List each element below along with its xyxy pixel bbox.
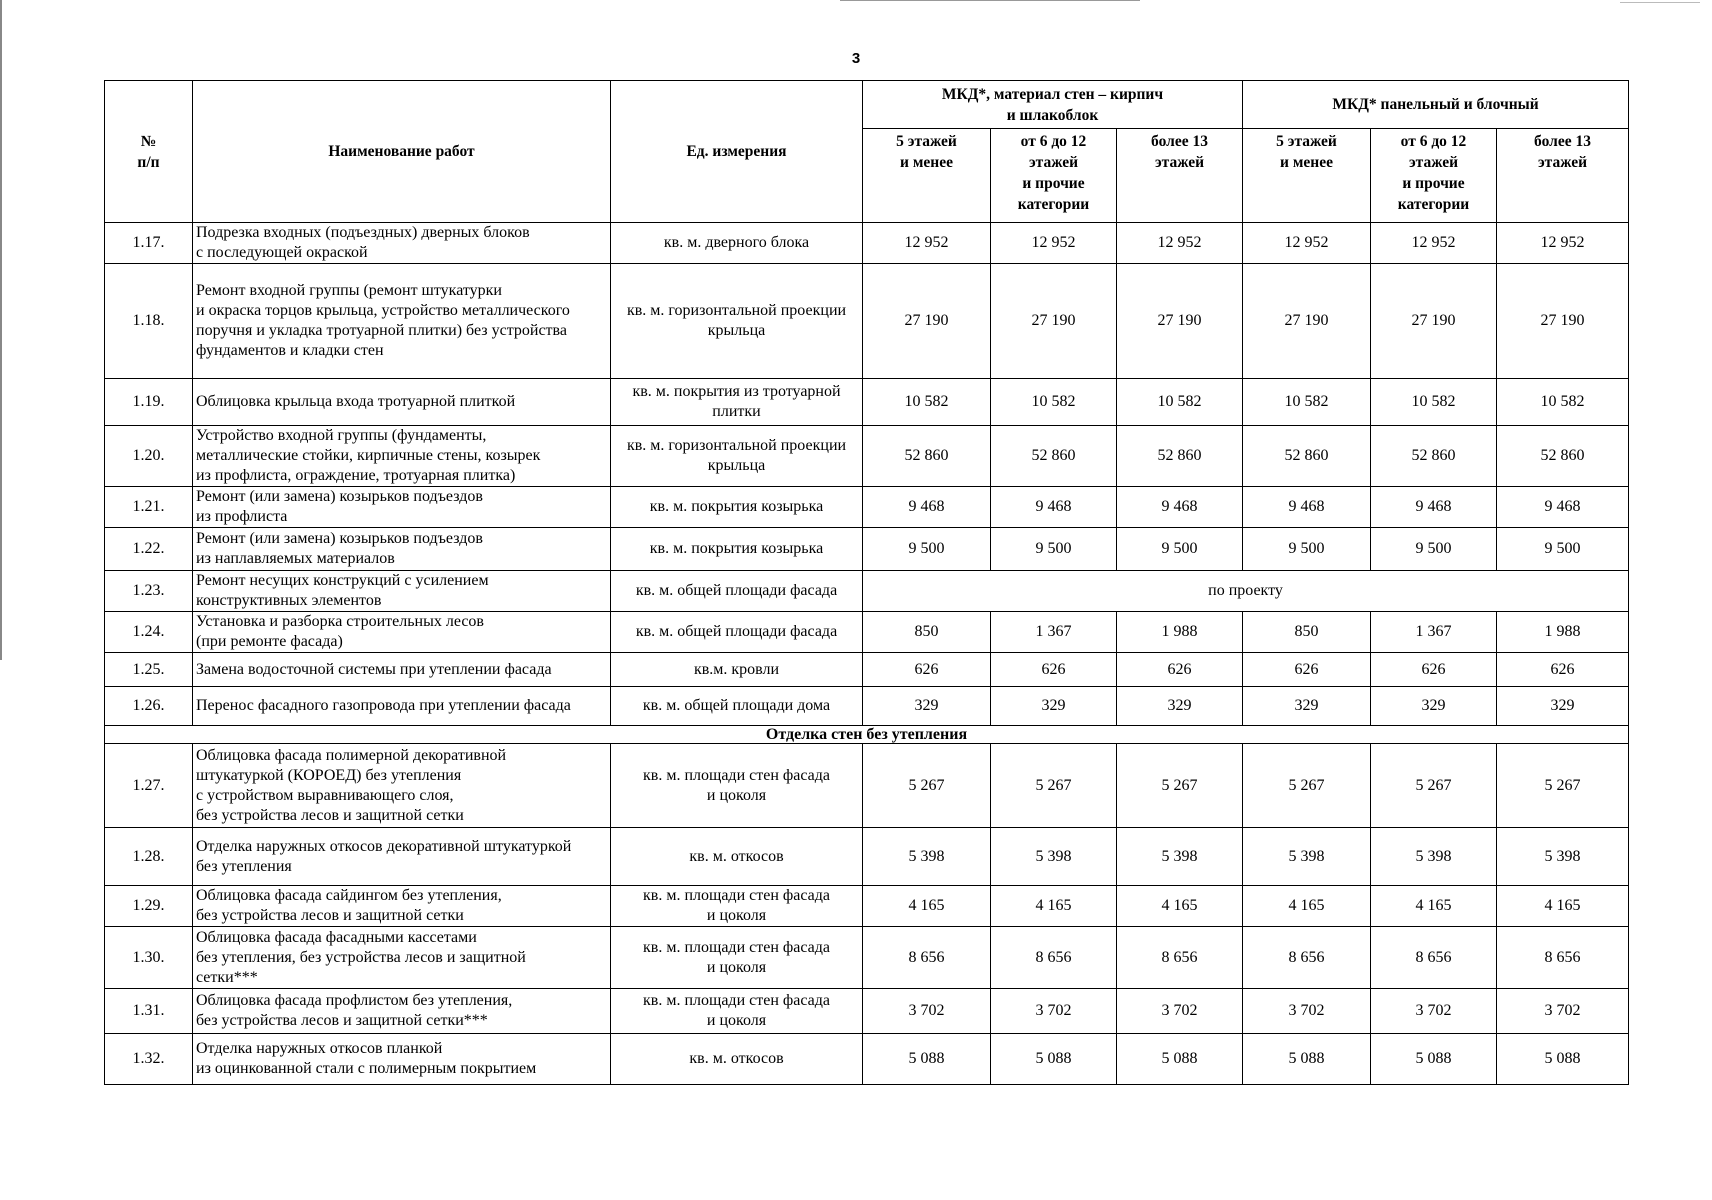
unit-of-measure	[611, 828, 863, 886]
table-row	[105, 886, 1629, 927]
work-name-line: из профлиста	[196, 508, 288, 525]
table-row	[105, 571, 1629, 612]
work-name-line: и окраска торцов крыльца, устройство металлического	[196, 302, 570, 319]
cost-value: 10 582	[1497, 379, 1629, 426]
cost-value: 9 468	[1371, 487, 1497, 528]
cost-value: 27 190	[991, 264, 1117, 379]
cost-value: 8 656	[991, 927, 1117, 989]
header-floors-line: более 13	[1151, 133, 1208, 150]
header-floors-3	[1243, 129, 1371, 223]
header-floors-line: и прочие	[1022, 175, 1085, 192]
work-name-line: Устройство входной группы (фундаменты,	[196, 427, 487, 444]
table-row	[105, 653, 1629, 687]
cost-table	[104, 80, 1629, 1085]
table-row	[105, 379, 1629, 426]
unit-of-measure	[611, 744, 863, 828]
work-name	[193, 379, 611, 426]
cost-value: 9 468	[1117, 487, 1243, 528]
table-row	[105, 744, 1629, 828]
table-row	[105, 426, 1629, 487]
work-name	[193, 989, 611, 1034]
unit-line: кв. м. покрытия из тротуарной	[632, 383, 841, 400]
header-floors-line: более 13	[1534, 133, 1591, 150]
unit-line: кв. м. горизонтальной проекции	[626, 437, 847, 454]
row-number: 1.18.	[105, 264, 193, 379]
unit-line: кв. м. площади стен фасада	[643, 887, 830, 904]
table-row	[105, 528, 1629, 571]
scan-artifact-left	[0, 0, 2, 660]
work-name-line: Ремонт несущих конструкций с усилением	[196, 572, 489, 589]
work-name-line: с устройством выравнивающего слоя,	[196, 786, 454, 804]
work-name	[193, 828, 611, 886]
cost-value: 329	[991, 687, 1117, 726]
unit-of-measure	[611, 571, 863, 612]
work-name-line: Облицовка фасада полимерной декоративной	[196, 746, 507, 764]
row-number: 1.31.	[105, 989, 193, 1034]
unit-of-measure	[611, 487, 863, 528]
cost-value: 27 190	[1371, 264, 1497, 379]
cost-value: 329	[1243, 687, 1371, 726]
row-number: 1.28.	[105, 828, 193, 886]
work-name	[193, 1034, 611, 1085]
cost-value: 9 468	[1243, 487, 1371, 528]
unit-line: крыльца	[707, 457, 766, 474]
cost-value: 10 582	[991, 379, 1117, 426]
header-floors-2	[1117, 129, 1243, 223]
cost-value: 5 088	[1497, 1034, 1629, 1085]
table-row	[105, 927, 1629, 989]
work-name	[193, 571, 611, 612]
table-row	[105, 989, 1629, 1034]
cost-value: 626	[1117, 653, 1243, 687]
work-name-line: Подрезка входных (подъездных) дверных блоков	[196, 224, 530, 241]
header-floors-line: 5 этажей	[896, 133, 957, 150]
work-name-line: без устройства лесов и защитной сетки	[196, 806, 464, 824]
cost-value: 3 702	[1497, 989, 1629, 1034]
unit-of-measure	[611, 612, 863, 653]
header-floors-1	[991, 129, 1117, 223]
header-floors-line: этажей	[1408, 154, 1459, 171]
work-name	[193, 264, 611, 379]
unit-line: и цоколя	[706, 786, 767, 804]
cost-value: 5 088	[1371, 1034, 1497, 1085]
work-name-line: металлические стойки, кирпичные стены, козырек	[196, 447, 541, 464]
row-number: 1.22.	[105, 528, 193, 571]
work-name	[193, 886, 611, 927]
cost-value: 9 500	[1243, 528, 1371, 571]
cost-value: 329	[1371, 687, 1497, 726]
unit-line: кв. м. площади стен фасада	[643, 938, 830, 956]
cost-value: 10 582	[863, 379, 991, 426]
row-number: 1.26.	[105, 687, 193, 726]
cost-value: 329	[1497, 687, 1629, 726]
unit-line: кв. м. площади стен фасада	[643, 992, 830, 1009]
unit-line: кв. м. горизонтальной проекции	[626, 302, 847, 319]
work-name-line: без утепления	[196, 857, 292, 875]
cost-value: 626	[991, 653, 1117, 687]
cost-value: 329	[1117, 687, 1243, 726]
header-floors-line: и менее	[900, 154, 953, 171]
cost-value: 626	[1243, 653, 1371, 687]
row-number: 1.29.	[105, 886, 193, 927]
work-name-line: Отделка наружных откосов декоративной штукатуркой	[196, 837, 572, 855]
row-number: 1.24.	[105, 612, 193, 653]
header-floors-line: категории	[1397, 196, 1470, 213]
header-floors-0	[863, 129, 991, 223]
cost-value: 8 656	[1243, 927, 1371, 989]
work-name-line: Облицовка фасада сайдингом без утепления,	[196, 887, 502, 904]
unit-of-measure	[611, 989, 863, 1034]
cost-value: 9 500	[1117, 528, 1243, 571]
cost-value: 27 190	[1117, 264, 1243, 379]
cost-value: 52 860	[1117, 426, 1243, 487]
cost-value: 5 088	[863, 1034, 991, 1085]
unit-line: кв. м. покрытия козырька	[649, 540, 824, 557]
header-floors-line: и прочие	[1402, 175, 1465, 192]
cost-value: 850	[1243, 612, 1371, 653]
header-floors-line: этажей	[1028, 154, 1079, 171]
cost-value: 8 656	[863, 927, 991, 989]
unit-line: кв. м. откосов	[689, 847, 784, 865]
cost-value: 4 165	[1497, 886, 1629, 927]
unit-line: кв. м. общей площади фасада	[635, 623, 838, 640]
scan-artifact-top	[840, 0, 1140, 1]
unit-line: кв. м. покрытия козырька	[649, 498, 824, 515]
unit-line: и цоколя	[706, 958, 767, 976]
table-body	[105, 223, 1629, 1085]
cost-value: 10 582	[1371, 379, 1497, 426]
work-name-line: Облицовка крыльца входа тротуарной плиткой	[196, 393, 516, 410]
unit-line: кв. м. площади стен фасада	[643, 766, 830, 784]
cost-value: 12 952	[1371, 223, 1497, 264]
cost-value: 9 468	[991, 487, 1117, 528]
unit-of-measure	[611, 927, 863, 989]
cost-value: 10 582	[1117, 379, 1243, 426]
cost-value: 9 500	[1497, 528, 1629, 571]
cost-value: 850	[863, 612, 991, 653]
page-number: 3	[851, 50, 861, 67]
unit-of-measure	[611, 426, 863, 487]
work-name-line: поручня и укладка тротуарной плитки) без устройства	[196, 322, 567, 339]
table-row	[105, 487, 1629, 528]
cost-value: 1 367	[1371, 612, 1497, 653]
cost-value: 52 860	[1497, 426, 1629, 487]
cost-value: 10 582	[1243, 379, 1371, 426]
unit-line: кв. м. общей площади фасада	[635, 582, 838, 599]
row-number: 1.20.	[105, 426, 193, 487]
cost-value: 5 267	[1371, 744, 1497, 828]
cost-value: 12 952	[863, 223, 991, 264]
cost-value: 4 165	[991, 886, 1117, 927]
scan-artifact-top-right	[1620, 2, 1700, 3]
row-number: 1.19.	[105, 379, 193, 426]
table-row	[105, 264, 1629, 379]
cost-value: 3 702	[1371, 989, 1497, 1034]
cost-value: 12 952	[1497, 223, 1629, 264]
cost-value: 5 267	[991, 744, 1117, 828]
header-number-line: №	[140, 132, 157, 150]
header-work-name: Наименование работ	[193, 81, 611, 223]
cost-value: 9 500	[863, 528, 991, 571]
work-name-line: конструктивных элементов	[196, 592, 382, 609]
cost-value: 9 500	[991, 528, 1117, 571]
cost-value: 52 860	[991, 426, 1117, 487]
header-floors-line: от 6 до 12	[1020, 133, 1087, 150]
cost-value: 3 702	[1117, 989, 1243, 1034]
work-name-line: Облицовка фасада фасадными кассетами	[196, 928, 477, 946]
unit-line: кв. м. дверного блока	[663, 234, 810, 251]
work-name	[193, 687, 611, 726]
row-number: 1.17.	[105, 223, 193, 264]
work-name-line: Ремонт входной группы (ремонт штукатурки	[196, 282, 502, 299]
unit-of-measure	[611, 886, 863, 927]
work-name-line: без утепления, без устройства лесов и защитной	[196, 948, 526, 966]
header-floors-line: этажей	[1537, 154, 1588, 171]
work-name-line: Ремонт (или замена) козырьков подъездов	[196, 530, 483, 547]
work-name-line: без устройства лесов и защитной сетки***	[196, 1012, 488, 1029]
work-name	[193, 744, 611, 828]
header-floors-line: и менее	[1280, 154, 1333, 171]
work-name	[193, 223, 611, 264]
cost-value: 5 088	[1117, 1034, 1243, 1085]
work-name-line: из оцинкованной стали с полимерным покрытием	[196, 1060, 537, 1077]
cost-value: 12 952	[1117, 223, 1243, 264]
work-name-line: Замена водосточной системы при утеплении фасада	[196, 660, 552, 678]
cost-value: 9 468	[1497, 487, 1629, 528]
cost-value: 1 988	[1117, 612, 1243, 653]
cost-value: 8 656	[1497, 927, 1629, 989]
cost-value: 5 088	[991, 1034, 1117, 1085]
cost-value: 8 656	[1371, 927, 1497, 989]
cost-value: 5 088	[1243, 1034, 1371, 1085]
table-row	[105, 612, 1629, 653]
unit-line: кв.м. кровли	[693, 660, 780, 678]
cost-value: 1 988	[1497, 612, 1629, 653]
cost-value: 4 165	[1243, 886, 1371, 927]
cost-value: 12 952	[991, 223, 1117, 264]
cost-value: 5 398	[991, 828, 1117, 886]
row-number: 1.23.	[105, 571, 193, 612]
section-row	[105, 726, 1629, 744]
cost-value: 3 702	[991, 989, 1117, 1034]
work-name-line: из профлиста, ограждение, тротуарная плитка)	[196, 467, 516, 484]
work-name	[193, 653, 611, 687]
unit-of-measure	[611, 653, 863, 687]
cost-value: 626	[863, 653, 991, 687]
unit-of-measure	[611, 264, 863, 379]
header-floors-5	[1497, 129, 1629, 223]
cost-value: 8 656	[1117, 927, 1243, 989]
work-name-line: фундаментов и кладки стен	[196, 342, 384, 359]
cost-value: 5 398	[1117, 828, 1243, 886]
header-group-panel: МКД* панельный и блочный	[1243, 81, 1629, 129]
header-number-line: п/п	[137, 153, 160, 171]
cost-value: 626	[1371, 653, 1497, 687]
work-name-line: (при ремонте фасада)	[196, 633, 343, 650]
cost-value: 27 190	[863, 264, 991, 379]
header-group-brick	[863, 81, 1243, 129]
cost-value: 52 860	[863, 426, 991, 487]
unit-of-measure	[611, 379, 863, 426]
header-floors-4	[1371, 129, 1497, 223]
work-name-line: Перенос фасадного газопровода при утеплении фасада	[196, 697, 571, 714]
header-floors-line: 5 этажей	[1276, 133, 1337, 150]
unit-of-measure	[611, 528, 863, 571]
section-title: Отделка стен без утепления	[105, 726, 1629, 744]
cost-value: 52 860	[1371, 426, 1497, 487]
cost-value: 3 702	[863, 989, 991, 1034]
unit-line: плитки	[712, 403, 761, 420]
cost-value: 27 190	[1497, 264, 1629, 379]
work-name-line: Отделка наружных откосов планкой	[196, 1040, 443, 1057]
row-number: 1.25.	[105, 653, 193, 687]
table-header	[105, 81, 1629, 223]
cost-value: 12 952	[1243, 223, 1371, 264]
work-name-line: из наплавляемых материалов	[196, 550, 395, 567]
cost-value: 4 165	[863, 886, 991, 927]
unit-of-measure	[611, 1034, 863, 1085]
row-number: 1.27.	[105, 744, 193, 828]
row-number: 1.30.	[105, 927, 193, 989]
header-floors-line: от 6 до 12	[1400, 133, 1467, 150]
table-row	[105, 828, 1629, 886]
unit-of-measure	[611, 223, 863, 264]
row-number: 1.21.	[105, 487, 193, 528]
work-name-line: с последующей окраской	[196, 244, 368, 261]
cost-value: 5 398	[1243, 828, 1371, 886]
work-name-line: штукатуркой (КОРОЕД) без утепления	[196, 766, 462, 784]
cost-value: 5 267	[1117, 744, 1243, 828]
header-number	[105, 81, 193, 223]
cost-value: 27 190	[1243, 264, 1371, 379]
cost-value: 5 267	[863, 744, 991, 828]
cost-value: 5 398	[1497, 828, 1629, 886]
header-unit: Ед. измерения	[611, 81, 863, 223]
work-name-line: без устройства лесов и защитной сетки	[196, 907, 464, 924]
unit-line: кв. м. общей площади дома	[642, 697, 831, 714]
cost-value: 52 860	[1243, 426, 1371, 487]
work-name	[193, 612, 611, 653]
unit-line: кв. м. откосов	[689, 1050, 784, 1067]
header-group-line: и шлакоблок	[1006, 106, 1099, 124]
work-name-line: Облицовка фасада профлистом без утепления,	[196, 992, 513, 1009]
cost-value: 329	[863, 687, 991, 726]
header-group-line: МКД*, материал стен – кирпич	[941, 85, 1164, 103]
work-name	[193, 927, 611, 989]
cost-value: 1 367	[991, 612, 1117, 653]
table-row	[105, 687, 1629, 726]
work-name-line: сетки***	[196, 968, 258, 986]
unit-line: и цоколя	[706, 1012, 767, 1029]
cost-value: 5 398	[863, 828, 991, 886]
header-floors-line: этажей	[1154, 154, 1205, 171]
cost-value: 5 267	[1243, 744, 1371, 828]
cost-value: 4 165	[1371, 886, 1497, 927]
unit-line: крыльца	[707, 322, 766, 339]
header-floors-line: категории	[1017, 196, 1090, 213]
cost-value: 3 702	[1243, 989, 1371, 1034]
work-name-line: Установка и разборка строительных лесов	[196, 613, 484, 630]
table-row	[105, 223, 1629, 264]
cost-value: 5 267	[1497, 744, 1629, 828]
unit-of-measure	[611, 687, 863, 726]
work-name-line: Ремонт (или замена) козырьков подъездов	[196, 488, 483, 505]
work-name	[193, 426, 611, 487]
work-name	[193, 528, 611, 571]
merged-value: по проекту	[863, 571, 1629, 612]
cost-value: 626	[1497, 653, 1629, 687]
cost-value: 9 500	[1371, 528, 1497, 571]
cost-value: 9 468	[863, 487, 991, 528]
cost-value: 5 398	[1371, 828, 1497, 886]
cost-value: 4 165	[1117, 886, 1243, 927]
work-name	[193, 487, 611, 528]
row-number: 1.32.	[105, 1034, 193, 1085]
unit-line: и цоколя	[706, 907, 767, 924]
table-row	[105, 1034, 1629, 1085]
